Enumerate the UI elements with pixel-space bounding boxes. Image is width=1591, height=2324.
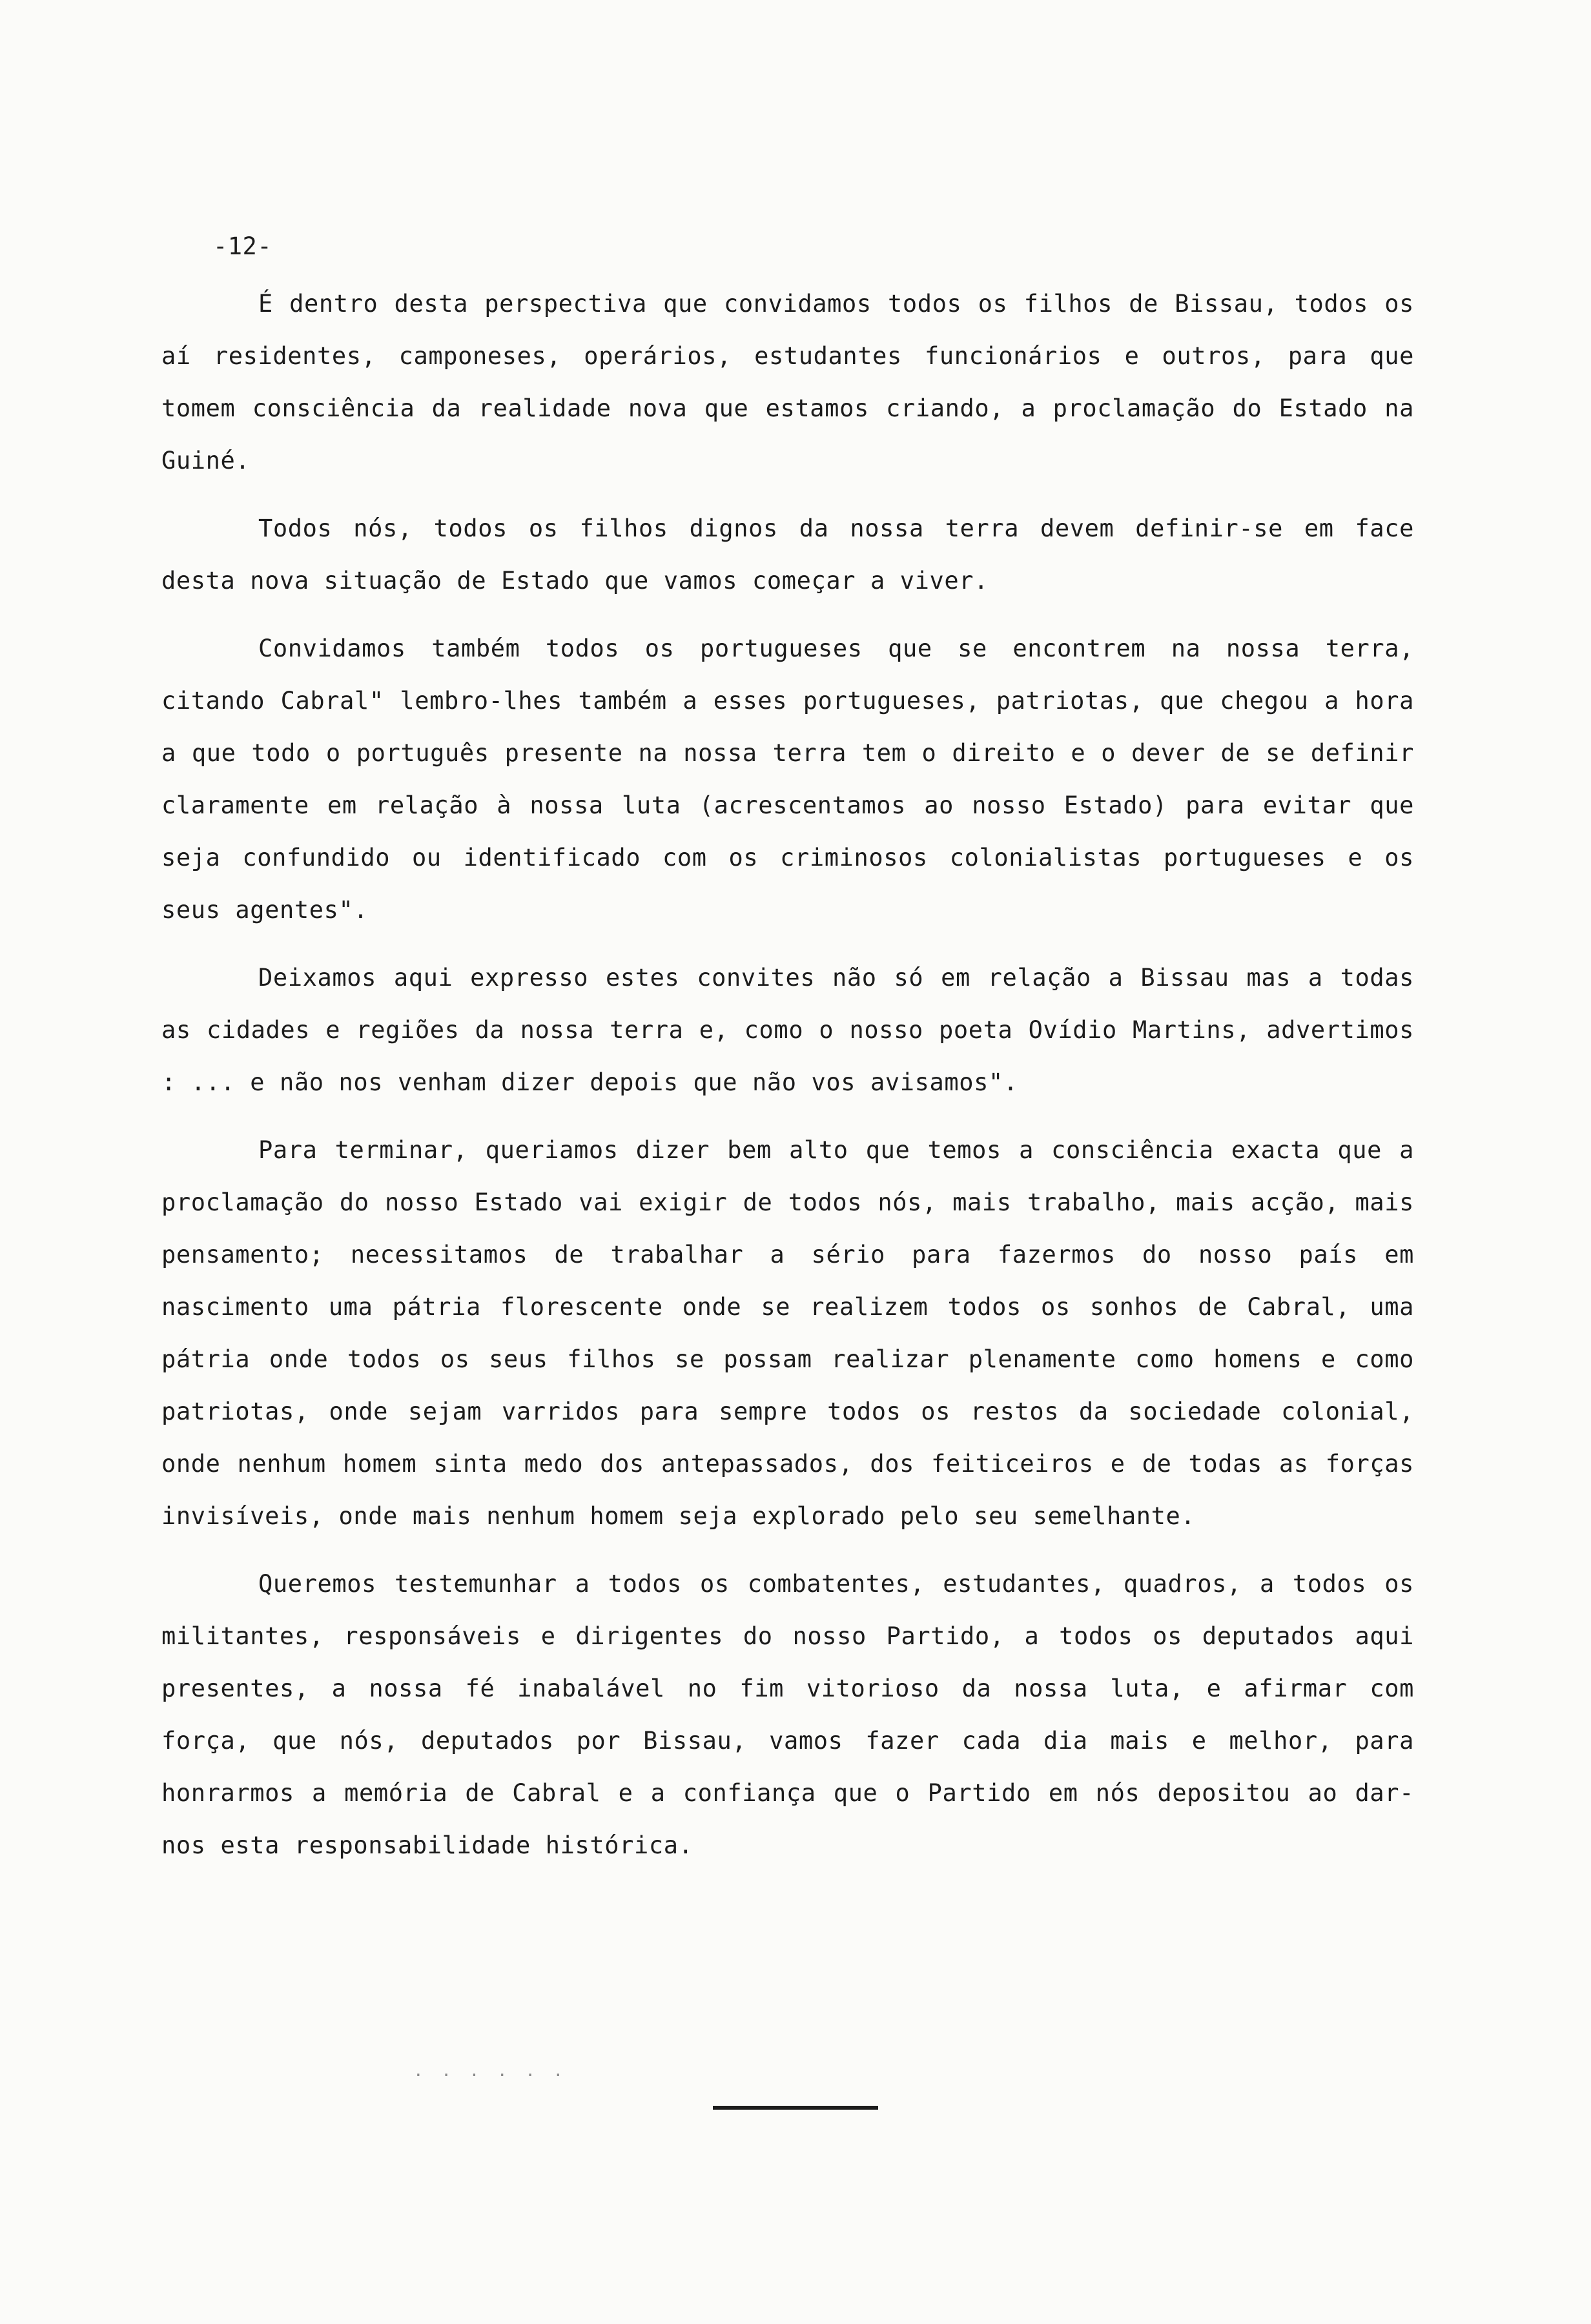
- paragraph-2: Todos nós, todos os filhos dignos da nossa terra devem definir-se em face desta nova situação de Estado que vamos começar a viver.: [161, 515, 1414, 595]
- closing-rule: [713, 2106, 878, 2110]
- page-number: -12-: [213, 232, 272, 260]
- body-text: [161, 278, 1414, 1887]
- paragraph-1: É dentro desta perspectiva que convidamos todos os filhos de Bissau, todos os aí residentes, camponeses, operários, estudantes funcionários e outros, para que tomem consciência da realidade nova que estamos criando, a proclamação do Estado na Guiné.: [161, 290, 1414, 474]
- paragraph-5: Para terminar, queriamos dizer bem alto que temos a consciência exacta que a proclamação do nosso Estado vai exigir de todos nós, mais trabalho, mais acção, mais pensamento; necessitamos de trabalhar a sério para fazermos do nosso país em nascimento uma pátria florescente onde se realizem todos os sonhos de Cabral, uma pátria onde todos os seus filhos se possam realizar plenamente como homens e como patriotas, onde sejam varridos para sempre todos os restos da sociedade colonial, onde nenhum homem sinta medo dos antepassados, dos feiticeiros e de todas as forças invisíveis, onde mais nenhum homem seja explorado pelo seu semelhante.: [161, 1136, 1414, 1530]
- paragraph-6: Queremos testemunhar a todos os combatentes, estudantes, quadros, a todos os militantes, responsáveis e dirigentes do nosso Partido, a todos os deputados aqui presentes, a nossa fé inabalável no fim vitorioso da nossa luta, e afirmar com força, que nós, deputados por Bissau, vamos fazer cada dia mais e melhor, para honrarmos a memória de Cabral e a confiança que o Partido em nós depositou ao dar-nos esta responsabilidade histórica.: [161, 1570, 1414, 1859]
- paragraph-3: Convidamos também todos os portugueses que se encontrem na nossa terra, citando Cabral" lembro-lhes também a esses portugueses, patriotas, que chegou a hora a que todo o português presente na nossa terra tem o direito e o dever de se definir claramente em relação à nossa luta (acrescentamos ao nosso Estado) para evitar que seja confundido ou identificado com os criminosos colonialistas portugueses e os seus agentes".: [161, 635, 1414, 924]
- paragraph-4: Deixamos aqui expresso estes convites não só em relação a Bissau mas a todas as cidades e regiões da nossa terra e, como o nosso poeta Ovídio Martins, advertimos : ... e não nos venham dizer depois que não vos avisamos".: [161, 964, 1414, 1096]
- stray-marks: · · · · · ·: [413, 2066, 568, 2085]
